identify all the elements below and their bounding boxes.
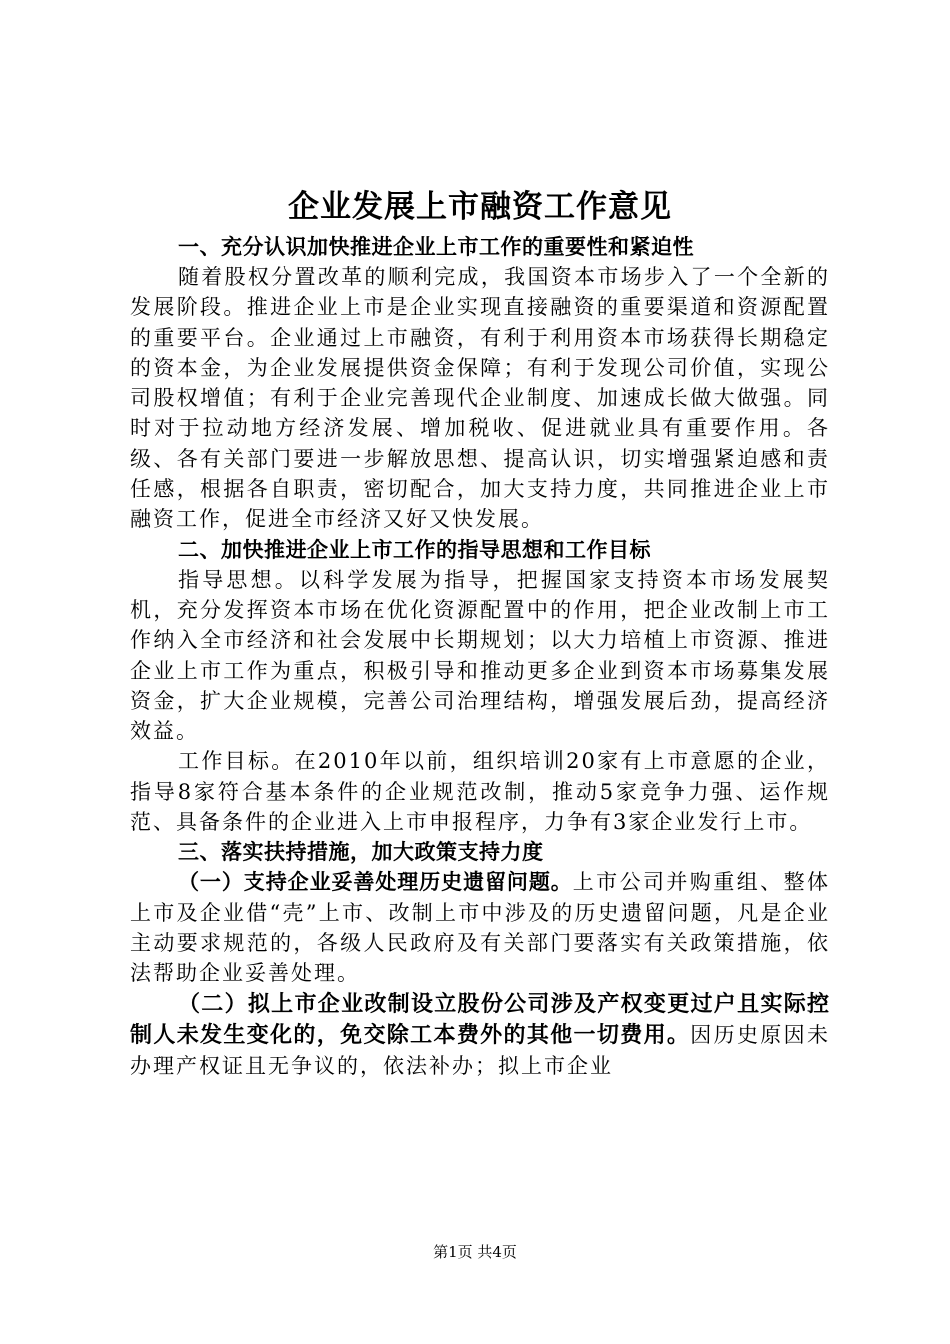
- section-2-heading: 二、加快推进企业上市工作的指导思想和工作目标: [178, 537, 651, 562]
- measure-2-paragraph: [130, 989, 830, 1082]
- document-body: [130, 182, 830, 1081]
- document-title: 企业发展上市融资工作意见: [288, 189, 672, 225]
- work-goals-paragraph: 工作目标。在2010年以前，组织培训20家有上市意愿的企业，指导8家符合基本条件的企业规范改制，推动5家竞争力强、运作规范、具备条件的企业进入上市申报程序，力争有3家企业发行上市。: [130, 749, 830, 835]
- section-3-heading: 三、落实扶持措施，加大政策支持力度: [178, 840, 544, 865]
- section-1-paragraph: 随着股权分置改革的顺利完成，我国资本市场步入了一个全新的发展阶段。推进企业上市是企业实现直接融资的重要渠道和资源配置的重要平台。企业通过上市融资，有利于利用资本市场获得长期稳定的资本金，为企业发展提供资金保障；有利于发现公司价值，实现公司股权增值；有利于企业完善现代企业制度、加速成长做大做强。同时对于拉动地方经济发展、增加税收、促进就业具有重要作用。各级、各有关部门要进一步解放思想、提高认识，切实增强紧迫感和责任感，根据各自职责，密切配合，加大支持力度，共同推进企业上市融资工作，促进全市经济又好又快发展。: [130, 265, 830, 532]
- measure-2-body: 因历史原因未办理产权证且无争议的，依法补办；拟上市企业: [130, 1022, 830, 1079]
- section-1-heading: 一、充分认识加快推进企业上市工作的重要性和紧迫性: [178, 235, 694, 259]
- measure-1-body: 上市公司并购重组、整体上市及企业借“壳”上市、改制上市中涉及的历史遗留问题，凡是企业主动要求规范的，各级人民政府及有关部门要落实有关政策措施，依法帮助企业妥善处理。: [130, 870, 831, 986]
- measure-1-paragraph: [130, 867, 830, 988]
- guiding-ideology-paragraph: 指导思想。以科学发展为指导，把握国家支持资本市场发展契机，充分发挥资本市场在优化资源配置中的作用，把企业改制上市工作纳入全市经济和社会发展中长期规划；以大力培植上市资源、推进企业上市工作为重点，积极引导和推动更多企业到资本市场募集发展资金，扩大企业规模，完善公司治理结构，增强发展后劲，提高经济效益。: [130, 567, 830, 744]
- measure-1-lead: （一）支持企业妥善处理历史遗留问题。: [178, 870, 573, 895]
- page-number-footer: 第1页 共4页: [433, 1243, 517, 1261]
- measure-2-lead: （二）拟上市企业改制设立股份公司涉及产权变更过户且实际控制人未发生变化的，免交除工本费外的其他一切费用。: [130, 991, 830, 1048]
